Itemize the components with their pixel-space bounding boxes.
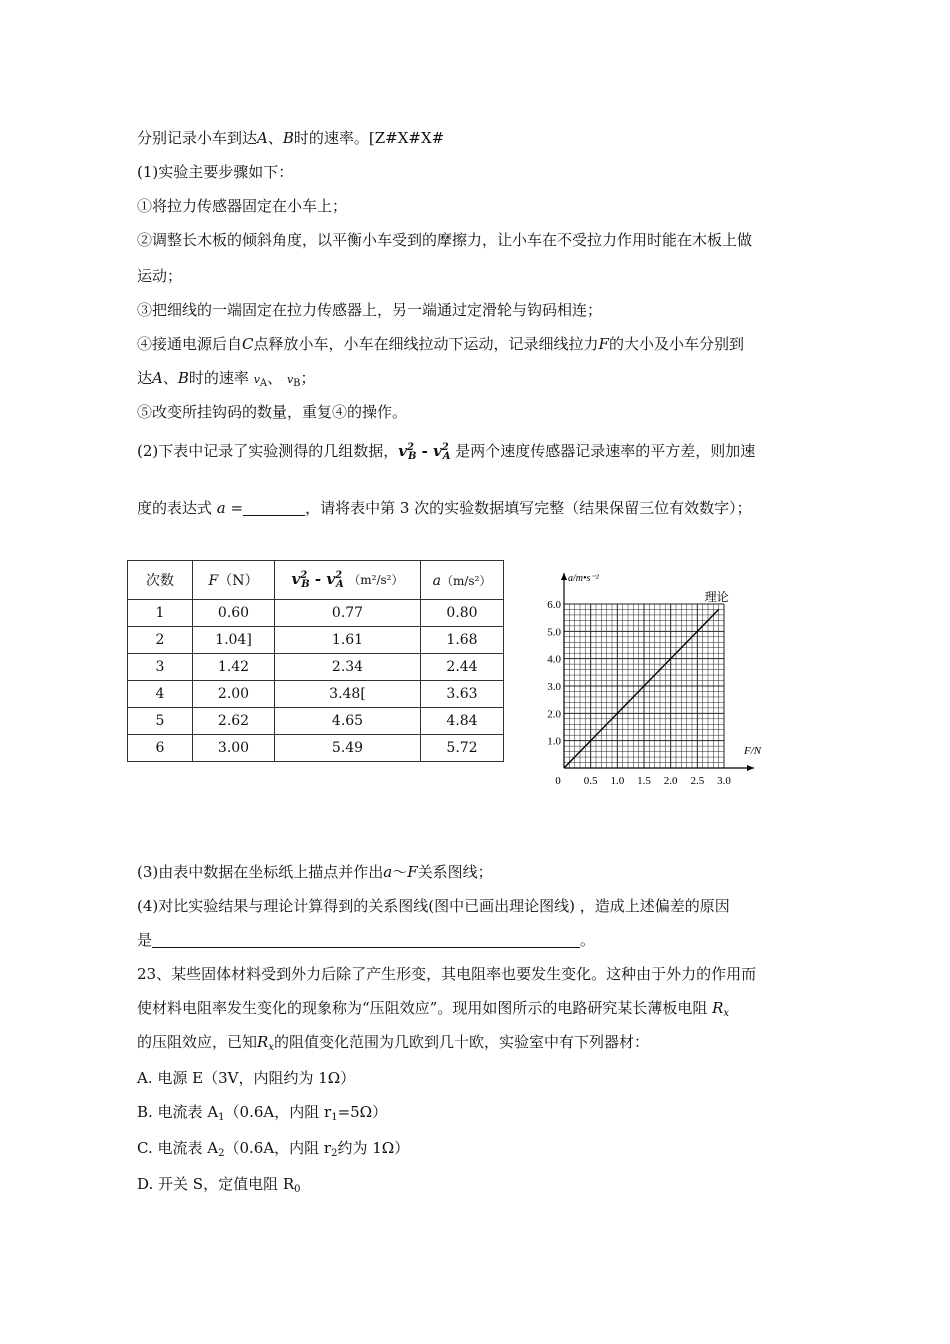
series-label: 理论	[704, 590, 729, 604]
x-tick-label: 1.5	[637, 775, 651, 787]
option-d: D. 开关 S，定值电阻 $R_0$	[137, 1175, 301, 1195]
q23-line3: 的压阻效应，已知$R_x$的阻值变化范围为几欧到几十欧，实验室中有下列器材：	[137, 1033, 649, 1053]
table-row: 5 2.62 4.65 4.84	[128, 708, 504, 735]
step-5: ⑤改变所挂钩码的数量，重复④的操作。	[137, 403, 408, 421]
option-b: B. 电流表 $A_1(0.6A$，内阻 $r_1=5\Omega$）	[137, 1103, 388, 1123]
option-c: C. 电流表 $A_2(0.6A$，内阻 $r_2$约为 1Ω）	[137, 1139, 410, 1159]
y-arrow	[561, 573, 567, 580]
answer-blank-a[interactable]	[243, 500, 305, 516]
theory-line	[564, 609, 719, 768]
x-tick-label: 1.0	[610, 775, 625, 787]
y-tick-label: 6.0	[547, 599, 561, 611]
q23-line2: 使材料电阻率发生变化的现象称为“压阻效应”。现用如图所示的电路研究某长薄板电阻 $R_x$	[137, 999, 730, 1019]
q2-line1: (2)下表中记录了实验测得的几组数据，$v^2_B - v^2_A$ 是两个速度传感器记录速率的平方差，则加速	[137, 442, 756, 462]
header-count: 次数	[128, 561, 193, 600]
y-tick-label: 1.0	[547, 735, 561, 748]
y-tick-label: 5.0	[547, 626, 561, 639]
table-row: 3 1.42 2.34 2.44	[128, 654, 504, 681]
table-row: 2 1.04] 1.61 1.68	[128, 627, 504, 654]
option-a: A. 电源 E（3V，内阻约为 1Ω）	[137, 1069, 356, 1087]
x-arrow	[747, 765, 754, 771]
x-tick-label: 2.5	[690, 775, 705, 787]
step-4-cont: 达A、B时的速率 $v_A$、 $v_B$；	[137, 369, 316, 389]
q2-line2: 度的表达式 a = ，请将表中第 3 次的实验数据填写完整（结果保留三位有效数字）；	[137, 499, 752, 517]
header-dv2: $v^2_B - v^2_A$ （m²/s²）	[275, 561, 421, 600]
table-row: 4 2.00 3.48[ 3.63	[128, 681, 504, 708]
a-f-graph	[540, 565, 790, 795]
intro-line: 分别记录小车到达A、B时的速率。[Z#X#X#	[137, 129, 445, 147]
y-tick-label: 3.0	[547, 681, 561, 693]
step-3: ③把细线的一端固定在拉力传感器上，另一端通过定滑轮与钩码相连；	[137, 301, 603, 319]
answer-blank-reason[interactable]	[152, 932, 580, 948]
data-table	[127, 560, 504, 762]
table-row: 6 3.00 5.49 5.72	[128, 735, 504, 762]
chart-marks	[564, 590, 729, 768]
q23-line1: 23、某些固体材料受到外力后除了产生形变，其电阻率也要发生变化。这种由于外力的作用而	[137, 965, 757, 983]
q1-title: (1)实验主要步骤如下：	[137, 163, 294, 181]
y-axis-label: a/m•s⁻²	[568, 573, 599, 584]
table-row: 1 0.60 0.77 0.80	[128, 600, 504, 627]
x-tick-label: 0	[555, 775, 561, 787]
header-force: F（N）	[193, 561, 275, 600]
step-2: ②调整长木板的倾斜角度，以平衡小车受到的摩擦力，让小车在不受拉力作用时能在木板上做	[137, 231, 753, 249]
step-2-cont: 运动；	[137, 267, 183, 285]
q4-line2: 是 。	[137, 931, 596, 949]
q3-line: (3)由表中数据在坐标纸上描点并作出a～F关系图线；	[137, 863, 493, 881]
y-tick-label: 4.0	[547, 653, 561, 666]
y-tick-label: 2.0	[547, 708, 561, 721]
x-tick-label: 0.5	[583, 775, 598, 787]
q4-line: (4)对比实验结果与理论计算得到的关系图线(图中已画出理论图线) ，造成上述偏差的原因	[137, 897, 730, 915]
x-axis-label: F/N	[744, 745, 762, 757]
step-4: ④接通电源后自C点释放小车，小车在细线拉动下运动，记录细线拉力F的大小及小车分别到	[137, 335, 744, 353]
header-accel: a（m/s²）	[421, 561, 504, 600]
x-tick-label: 2.0	[663, 775, 678, 787]
x-tick-label: 3.0	[717, 775, 731, 787]
step-1: ①将拉力传感器固定在小车上；	[137, 197, 348, 215]
